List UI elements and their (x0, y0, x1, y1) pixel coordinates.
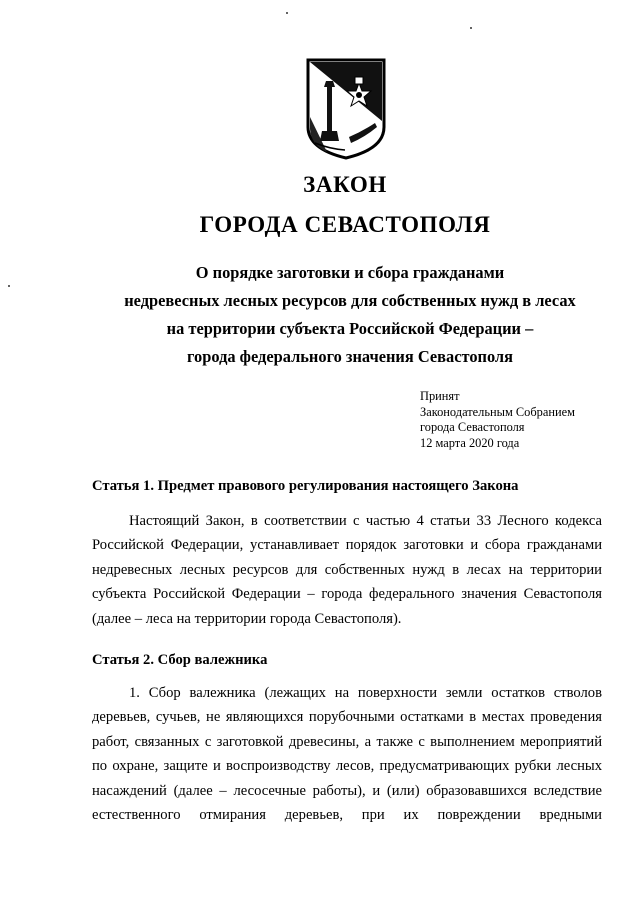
paragraph-line: недревесных лесных ресурсов для собственных нужд в лесах на территории (92, 561, 602, 578)
adoption-line: города Севастополя (420, 420, 525, 434)
article-1-body (92, 509, 602, 631)
adoption-line: Принят (420, 389, 460, 403)
article-1-title: Статья 1. Предмет правового регулирования настоящего Закона (92, 478, 519, 494)
paragraph-line: деревьев, сучьев, не являющихся порубочными остатками в местах проведения (92, 709, 602, 726)
adoption-note (420, 389, 575, 451)
sevastopol-coat-of-arms-icon (305, 57, 387, 161)
paragraph-line: работ, связанных с заготовкой древесины, а также с выполнением мероприятий (92, 733, 602, 750)
paragraph-line: 1. Сбор валежника (лежащих на поверхности земли остатков стволов (129, 685, 602, 701)
paragraph-line: по охране, защите и воспроизводству лесов, предусматривающих рубки лесных (92, 758, 602, 775)
subject-line: города федерального значения Севастополя (187, 347, 513, 366)
paragraph-line: субъекта Российской Федерации – города федерального значения Севастополя (92, 586, 602, 603)
law-subject (60, 259, 640, 371)
paragraph-line: Настоящий Закон, в соответствии с частью 4 статьи 33 Лесного кодекса (129, 513, 602, 529)
subject-line: на территории субъекта Российской Федерации – (166, 319, 534, 338)
paragraph-line: естественного отмирания деревьев, при их повреждении вредными (92, 806, 602, 823)
subject-line: недревесных лесных ресурсов для собственных нужд в лесах (124, 291, 576, 310)
article-2-body (92, 681, 602, 827)
law-title-line2: ГОРОДА СЕВАСТОПОЛЯ (199, 212, 491, 237)
adoption-line: Законодательным Собранием (420, 404, 575, 419)
adoption-date: 12 марта 2020 года (420, 435, 520, 450)
scan-speck (8, 285, 10, 287)
scan-speck (286, 12, 288, 14)
paragraph-line: (далее – леса на территории города Севастополя). (92, 610, 402, 627)
scan-speck (470, 27, 472, 29)
law-title-line1: ЗАКОН (303, 172, 387, 197)
paragraph-line: Российской Федерации, устанавливает порядок заготовки и сбора гражданами (92, 537, 602, 554)
article-2-title: Статья 2. Сбор валежника (92, 652, 268, 668)
subject-line: О порядке заготовки и сбора гражданами (195, 263, 505, 282)
paragraph-line: насаждений (далее – лесосечные работы), и (или) образовавшихся вследствие (92, 782, 602, 799)
